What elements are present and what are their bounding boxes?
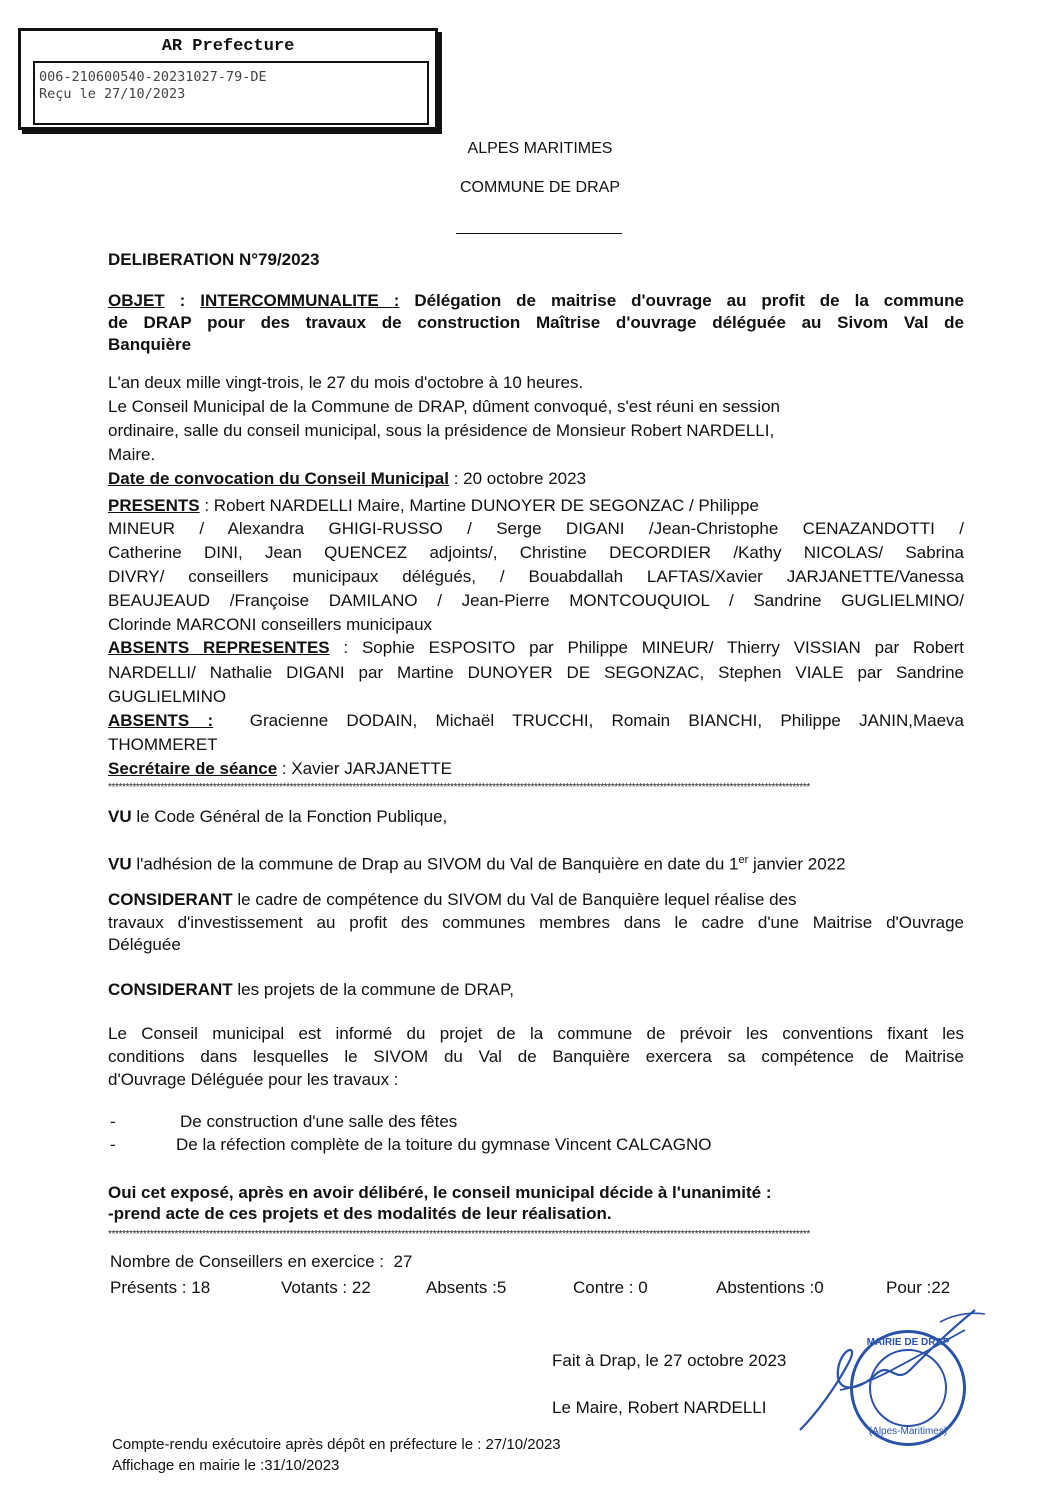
footer-compte-rendu: Compte-rendu exécutoire après dépôt en préfecture le : 27/10/2023 [112,1436,561,1453]
list-item-dash-1: - [110,1112,116,1131]
deliberation-number: DELIBERATION N°79/2023 [108,250,320,269]
presents-line-2: MINEUR / Alexandra GHIGI-RUSSO / Serge DIGANI /Jean-Christophe CENAZANDOTTI / [108,519,964,538]
absents-label: ABSENTS : [108,711,214,730]
secretaire-seance: Secrétaire de séance : Xavier JARJANETTE [108,759,452,778]
footer-affichage: Affichage en mairie le :31/10/2023 [112,1457,340,1474]
absents-representes-label: ABSENTS REPRESENTES [108,638,330,657]
decision-line-1: Oui cet exposé, après en avoir délibéré, le conseil municipal décide à l'unanimité : [108,1183,772,1202]
ar-prefecture-stamp [18,28,438,130]
convocation-label: Date de convocation du Conseil Municipal [108,469,449,488]
presents-line-3: Catherine DINI, Jean QUENCEZ adjoints/, Christine DECORDIER /Kathy NICOLAS/ Sabrina [108,543,964,562]
fait-a-drap: Fait à Drap, le 27 octobre 2023 [552,1351,787,1370]
ar-prefecture-title: AR Prefecture [161,37,295,56]
vote-contre: Contre : 0 [573,1278,648,1297]
le-maire: Le Maire, Robert NARDELLI [552,1398,767,1417]
seal-bottom-text: (Alpes-Maritimes) [868,1426,948,1437]
mayor-signature [780,1290,1000,1440]
considerant-1-line-1: CONSIDERANT le cadre de compétence du SIVOM du Val de Banquière lequel réalise des [108,890,797,909]
info-line-3: d'Ouvrage Déléguée pour les travaux : [108,1070,399,1089]
seal-top-text: MAIRIE DE DRAP [866,1337,950,1348]
ar-received-date: Reçu le 27/10/2023 [39,86,186,102]
considerant-1-line-2: travaux d'investissement au profit des communes membres dans le cadre d'une Maitrise d'Ouvrage [108,913,964,932]
vu-adhesion: VU l'adhésion de la commune de Drap au SIVOM du Val de Banquière en date du 1er janvier 2022 [108,854,846,874]
convocation-date: Date de convocation du Conseil Municipal : 20 octobre 2023 [108,469,587,488]
commune-heading: COMMUNE DE DRAP [459,179,620,196]
absents-line-1: ABSENTS : Gracienne DODAIN, Michaël TRUCCHI, Romain BIANCHI, Philippe JANIN,Maeva [108,711,964,730]
ar-reference-number: 006-210600540-20231027-79-DE [39,69,267,85]
vu-code-general: VU le Code Général de la Fonction Publique, [108,807,448,826]
objet-label: OBJET [108,291,165,310]
conseillers-en-exercice: Nombre de Conseillers en exercice : 27 [110,1252,413,1271]
list-item-1: De construction d'une salle des fêtes [180,1112,458,1131]
objet-line-2: de DRAP pour des travaux de construction Maîtrise d'ouvrage déléguée au Sivom Val de [108,313,964,332]
intro-line-3: ordinaire, salle du conseil municipal, sous la présidence de Monsieur Robert NARDELLI, [108,421,775,440]
presents-label: PRESENTS [108,496,200,515]
absents-line-2: THOMMERET [108,735,218,754]
list-item-dash-2: - [110,1135,116,1154]
vote-abstentions: Abstentions :0 [716,1278,824,1297]
info-line-2: conditions dans lesquelles le SIVOM du Val de Banquière exercera sa compétence de Maitrise [108,1047,964,1066]
intro-line-2: Le Conseil Municipal de la Commune de DRAP, dûment convoqué, s'est réuni en session [108,397,780,416]
intro-line-1: L'an deux mille vingt-trois, le 27 du mois d'octobre à 10 heures. [108,373,584,392]
region-heading: ALPES MARITIMES [467,140,613,157]
considerant-2: CONSIDERANT les projets de la commune de DRAP, [108,980,514,999]
absents-representes-line-1: ABSENTS REPRESENTES : Sophie ESPOSITO par Philippe MINEUR/ Thierry VISSIAN par Robert [108,638,964,657]
decision-line-2: -prend acte de ces projets et des modalités de leur réalisation. [108,1204,612,1223]
presents-line-1: PRESENTS : Robert NARDELLI Maire, Martine DUNOYER DE SEGONZAC / Philippe [108,496,759,515]
absents-representes-line-2: NARDELLI/ Nathalie DIGANI par Martine DUNOYER DE SEGONZAC, Stephen VIALE par Sandrine [108,663,964,682]
separator-stars-1: ********************************************************************************************************************************************************************************************************* [108,783,810,793]
presents-line-6: Clorinde MARCONI conseillers municipaux [108,615,433,634]
separator-stars-2: ********************************************************************************************************************************************************************************************************* [108,1230,810,1240]
list-item-2: De la réfection complète de la toiture du gymnase Vincent CALCAGNO [176,1135,712,1154]
objet-line-3: Banquière [108,335,192,354]
info-line-1: Le Conseil municipal est informé du projet de la commune de prévoir les conventions fixant les [108,1024,964,1043]
vote-votants: Votants : 22 [281,1278,371,1297]
secretaire-label: Secrétaire de séance [108,759,278,778]
header-separator [456,233,622,234]
presents-line-4: DIVRY/ conseillers municipaux délégués, / Bouabdallah LAFTAS/Xavier JARJANETTE/Vanessa [108,567,964,586]
considerant-1-line-3: Déléguée [108,935,181,954]
intro-line-4: Maire. [108,445,156,464]
ar-prefecture-reference [33,61,429,125]
vote-presents: Présents : 18 [110,1278,211,1297]
objet-line-1: OBJET : INTERCOMMUNALITE : Délégation de maitrise d'ouvrage au profit de la commune [108,291,965,310]
absents-representes-line-3: GUGLIELMINO [108,687,227,706]
vote-absents: Absents :5 [426,1278,507,1297]
vote-pour: Pour :22 [886,1278,951,1297]
presents-line-5: BEAUJEAUD /Françoise DAMILANO / Jean-Pierre MONTCOUQUIOL / Sandrine GUGLIELMINO/ [108,591,964,610]
objet-category: INTERCOMMUNALITE : [200,291,400,310]
